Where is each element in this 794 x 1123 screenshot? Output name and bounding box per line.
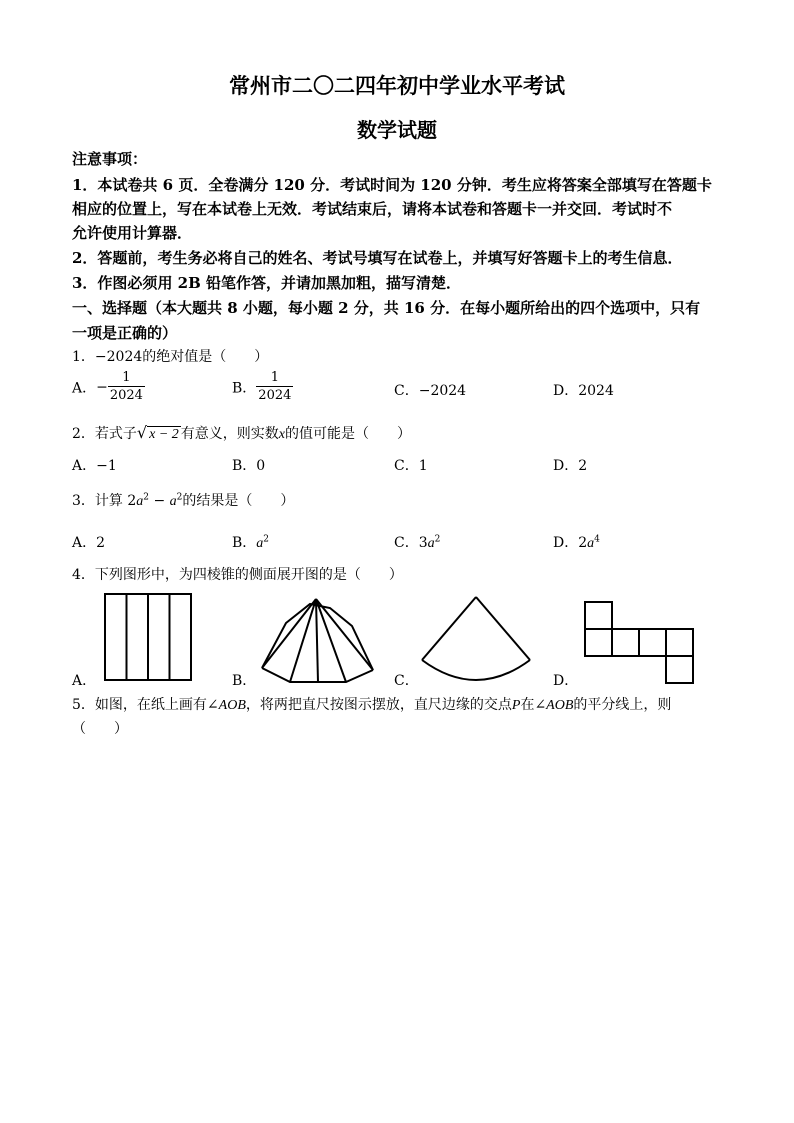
q1-option-a-label: A．: [72, 380, 97, 397]
q3-stem-suffix: 的结果是（ ）: [182, 493, 295, 509]
q1-option-b-denominator: 2024: [258, 388, 292, 403]
notice-item-1-line-2: 相应的位置上，写在本试卷上无效．考试结束后，请将本试卷和答题卡一并交回．考试时不: [72, 200, 673, 218]
q3-option-d: [553, 532, 600, 552]
q3-option-b-var: a: [256, 536, 264, 551]
notice-heading: 注意事项：: [72, 150, 148, 168]
q1-option-d: D．2024: [553, 383, 614, 399]
q3-option-c-exp: 2: [434, 534, 441, 545]
q1-option-a: [72, 370, 145, 405]
q3-minus: −: [149, 493, 170, 509]
q2-stem-prefix: 2．若式子: [72, 426, 137, 442]
q3-option-a: A．2: [72, 535, 106, 551]
q1-option-b-numerator: 1: [270, 370, 279, 385]
q2-variable: x: [278, 427, 286, 442]
q2-stem-suffix: 的值可能是（ ）: [285, 426, 412, 442]
q4-figure-d-square: [612, 629, 639, 656]
q3-option-d-label: D．2: [553, 535, 588, 551]
q4-option-d-label: D．: [553, 673, 579, 689]
exam-title: 常州市二〇二四年初中学业水平考试: [229, 73, 565, 98]
notice-item-3: 3．作图必须用 2B 铅笔作答，并请加黑加粗，描写清楚．: [72, 274, 461, 292]
q3-exp-1: 2: [143, 492, 149, 503]
q5-stem-middle: ，将两把直尺按图示摆放，直尺边缘的交点: [245, 697, 512, 713]
section-heading-line-2: 一项是正确的）: [72, 324, 178, 342]
q4-stem: 4．下列图形中，为四棱锥的侧面展开图的是（ ）: [72, 567, 403, 583]
q4-figure-b-fold-line: [316, 599, 373, 670]
q2-option-c: C．1: [394, 458, 428, 474]
q2-option-b: B．0: [232, 458, 266, 474]
q4-figure-d-square: [666, 656, 693, 683]
q5-stem-suffix: 的平分线上，则: [573, 697, 672, 713]
q4-figure-c: [420, 596, 532, 682]
q3-var-1: a: [136, 494, 144, 509]
q3-option-d-exp: 4: [594, 534, 600, 545]
q4-figure-b-fold-line: [316, 599, 346, 682]
q1-option-b-label: B．: [232, 380, 257, 397]
q1-option-c: C．−2024: [394, 383, 467, 399]
q5-angle-1: ∠AOB: [206, 698, 246, 713]
q3-option-c-var: a: [427, 536, 435, 551]
q4-figure-b-fold-line: [290, 599, 316, 682]
exam-subtitle: 数学试题: [357, 118, 437, 142]
q4-figure-c-radius: [422, 597, 476, 660]
q4-figure-b: [260, 598, 376, 684]
q3-option-c: [394, 532, 440, 552]
notice-item-1-line-1: 1．本试卷共 6 页．全卷满分 120 分．考试时间为 120 分钟．考生应将答案全部填写在答题卡: [72, 176, 712, 194]
q3-var-2: a: [169, 494, 177, 509]
q1-option-a-fraction: [108, 370, 145, 405]
q2-option-a: A．−1: [72, 458, 117, 474]
q1-option-b: [232, 370, 293, 405]
notice-item-1-line-3: 允许使用计算器．: [72, 224, 193, 242]
q3-option-d-var: a: [587, 536, 595, 551]
q5-stem-line-2: （ ）: [72, 721, 128, 737]
q2-sqrt-sign: √: [136, 423, 148, 442]
q5-point: P: [511, 698, 521, 713]
q3-exp-2: 2: [176, 492, 183, 503]
q4-figure-d-square: [585, 602, 612, 629]
q3-stem-prefix: 3．计算 2: [72, 493, 137, 509]
q3-option-b-label: B．: [232, 535, 257, 551]
q1-option-a-numerator: 1: [122, 370, 131, 385]
q3-option-b-exp: 2: [263, 534, 270, 545]
q4-figure-b-fold-line: [316, 599, 318, 682]
q4-figure-d-square: [585, 629, 612, 656]
q4-figure-d-square: [639, 629, 666, 656]
q4-figure-d: [584, 601, 696, 685]
q1-stem: 1．−2024的绝对值是（ ）: [72, 349, 269, 365]
notice-item-2: 2．答题前，考生务必将自己的姓名、考试号填写在试卷上，并填写好答题卡上的考生信息．: [72, 249, 683, 267]
q1-option-b-fraction: [256, 370, 293, 405]
q3-option-c-label: C．3: [394, 535, 428, 551]
q4-figure-a: [104, 593, 192, 681]
q4-option-c-label: C．: [394, 673, 419, 689]
q2-radicand: x − 2: [149, 427, 179, 442]
q4-figure-b-fold-line: [262, 599, 316, 668]
q5-stem-line-1: [72, 694, 671, 714]
q5-stem-middle-2: 在: [520, 697, 535, 713]
q2-stem-middle: 有意义，则实数: [180, 426, 279, 442]
q5-angle-2: ∠AOB: [534, 698, 574, 713]
q1-option-a-sign: −: [96, 379, 108, 396]
q1-option-a-denominator: 2024: [109, 388, 143, 403]
q5-stem-prefix: 5．如图，在纸上画有: [72, 697, 207, 713]
q3-option-b: [232, 532, 269, 552]
q4-option-a-label: A．: [72, 673, 97, 689]
section-heading-line-1: 一、选择题（本大题共 8 小题，每小题 2 分，共 16 分．在每小题所给出的四个选项中，只有: [72, 299, 701, 317]
q2-stem: [72, 423, 411, 443]
q4-figure-c-arc: [422, 660, 530, 680]
q2-option-d: D．2: [553, 458, 588, 474]
q4-option-b-label: B．: [232, 673, 257, 689]
q3-stem: [72, 490, 294, 510]
q4-figure-d-square: [666, 629, 693, 656]
q4-figure-c-radius: [476, 597, 530, 660]
